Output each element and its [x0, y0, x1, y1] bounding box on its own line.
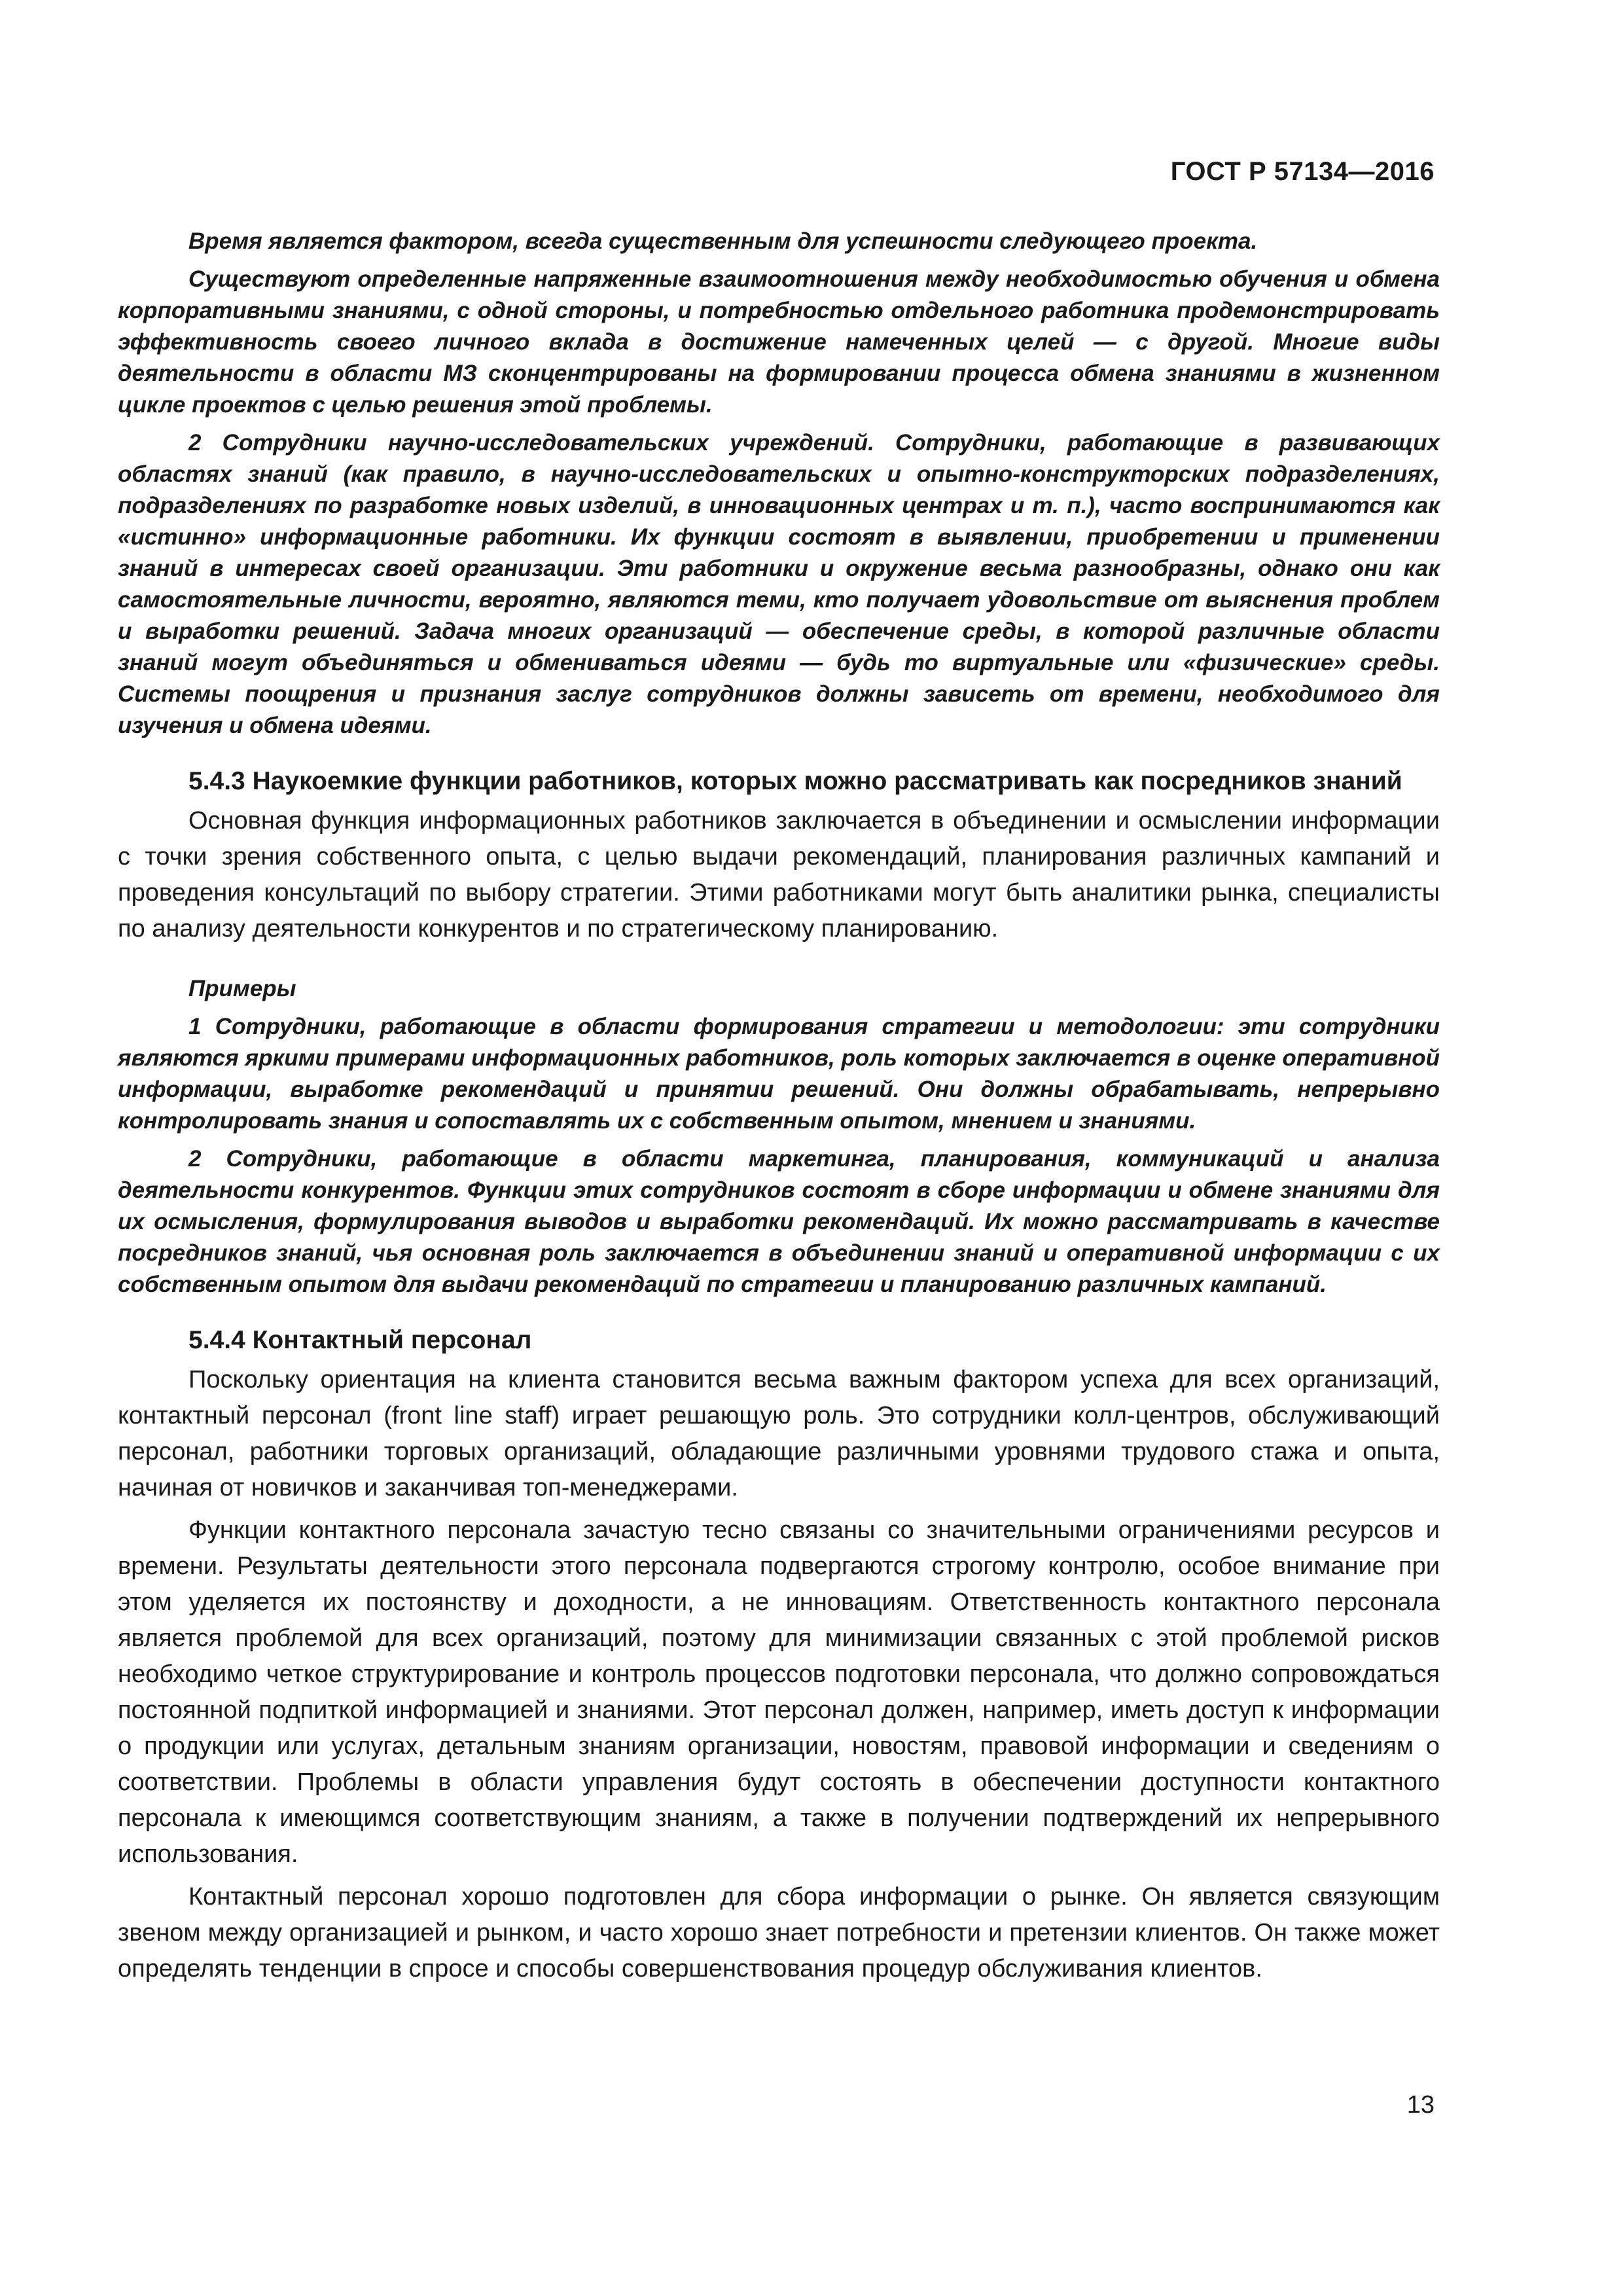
page-number: 13	[1406, 2091, 1435, 2119]
example-paragraph: 1 Сотрудники, работающие в области формирования стратегии и методологии: эти сотрудники являются яркими примерами информационных работников, роль которых заключается в оценке оперативной информации, выработке рекомендаций и принятии решений. Они должны обрабатывать, непрерывно контролировать знания и сопоставлять их с собственным опытом, мнением и знаниями.	[118, 1014, 1440, 1134]
body-paragraph: Контактный персонал хорошо подготовлен для сбора информации о рынке. Он является связующим звеном между организацией и рынком, и часто хорошо знает потребности и претензии клиентов. Он также может определять тенденции в спросе и способы совершенствования процедур обслуживания клиентов.	[118, 1883, 1440, 1982]
note-paragraph: Существуют определенные напряженные взаимоотношения между необходимостью обучения и обмена корпоративными знаниями, с одной стороны, и потребностью отдельного работника продемонстрировать эффективность своего личного вклада в достижение намеченных целей — с другой. Многие виды деятельности в области МЗ сконцентрированы на формировании процесса обмена знаниями в жизненном цикле проектов с целью решения этой проблемы.	[118, 266, 1440, 418]
body-paragraph: Поскольку ориентация на клиента становится весьма важным фактором успеха для всех организаций, контактный персонал (front line staff) играет решающую роль. Это сотрудники колл-центров, обслуживающий персонал, работники торговых организаций, обладающие различными уровнями трудового стажа и опыта, начиная от новичков и заканчивая топ-менеджерами.	[118, 1366, 1440, 1501]
document-id-header: ГОСТ Р 57134—2016	[1170, 157, 1435, 186]
page-content	[118, 226, 1440, 1994]
note-paragraph: 2 Сотрудники научно-исследовательских учреждений. Сотрудники, работающие в развивающих областях знаний (как правило, в научно-исследовательских и опытно-конструкторских подразделениях, подразделениях по разработке новых изделий, в инновационных центрах и т. п.), часто воспринимаются как «истинно» информационные работники. Их функции состоят в выявлении, приобретении и применении знаний в интересах своей организации. Эти работники и окружение весьма разнообразны, однако они как самостоятельные личности, вероятно, являются теми, кто получает удовольствие от выяснения проблем и выработки решений. Задача многих организаций — обеспечение среды, в которой различные области знаний могут объединяться и обмениваться идеями — будь то виртуальные или «физические» среды. Системы поощрения и признания заслуг сотрудников должны зависеть от времени, необходимого для изучения и обмена идеями.	[118, 430, 1440, 738]
body-paragraph: Функции контактного персонала зачастую тесно связаны со значительными ограничениями ресурсов и времени. Результаты деятельности этого персонала подвергаются строгому контролю, особое внимание при этом уделяется их постоянству и доходности, а не инновациям. Ответственность контактного персонала является проблемой для всех организаций, поэтому для минимизации связанных с этой проблемой рисков необходимо четкое структурирование и контроль процессов подготовки персонала, что должно сопровождаться постоянной подпиткой информацией и знаниями. Этот персонал должен, например, иметь доступ к информации о продукции или услугах, детальным знаниям организации, новостям, правовой информации и сведениям о соответствии. Проблемы в области управления будут состоять в обеспечении доступности контактного персонала к имеющимся соответствующим знаниям, а также в получении подтверждений их непрерывного использования.	[118, 1516, 1440, 1868]
section-heading-5-4-3: 5.4.3 Наукоемкие функции работников, которых можно рассматривать как посредников знаний	[188, 767, 1402, 795]
example-paragraph: 2 Сотрудники, работающие в области маркетинга, планирования, коммуникаций и анализа деятельности конкурентов. Функции этих сотрудников состоят в сборе информации и обмене знаниями для их осмысления, формулирования выводов и выработки рекомендаций. Их можно рассматривать в качестве посредников знаний, чья основная роль заключается в объединении знаний и оперативной информации с их собственным опытом для выдачи рекомендаций по стратегии и планированию различных кампаний.	[118, 1146, 1440, 1297]
body-paragraph: Основная функция информационных работников заключается в объединении и осмыслении информации с точки зрения собственного опыта, с целью выдачи рекомендаций, планирования различных кампаний и проведения консультаций по выбору стратегии. Этими работниками могут быть аналитики рынка, специалисты по анализу деятельности конкурентов и по стратегическому планированию.	[118, 807, 1440, 942]
note-paragraph: Время является фактором, всегда существенным для успешности следующего проекта.	[188, 228, 1258, 254]
section-heading-5-4-4: 5.4.4 Контактный персонал	[188, 1326, 532, 1354]
examples-label: Примеры	[188, 976, 296, 1001]
